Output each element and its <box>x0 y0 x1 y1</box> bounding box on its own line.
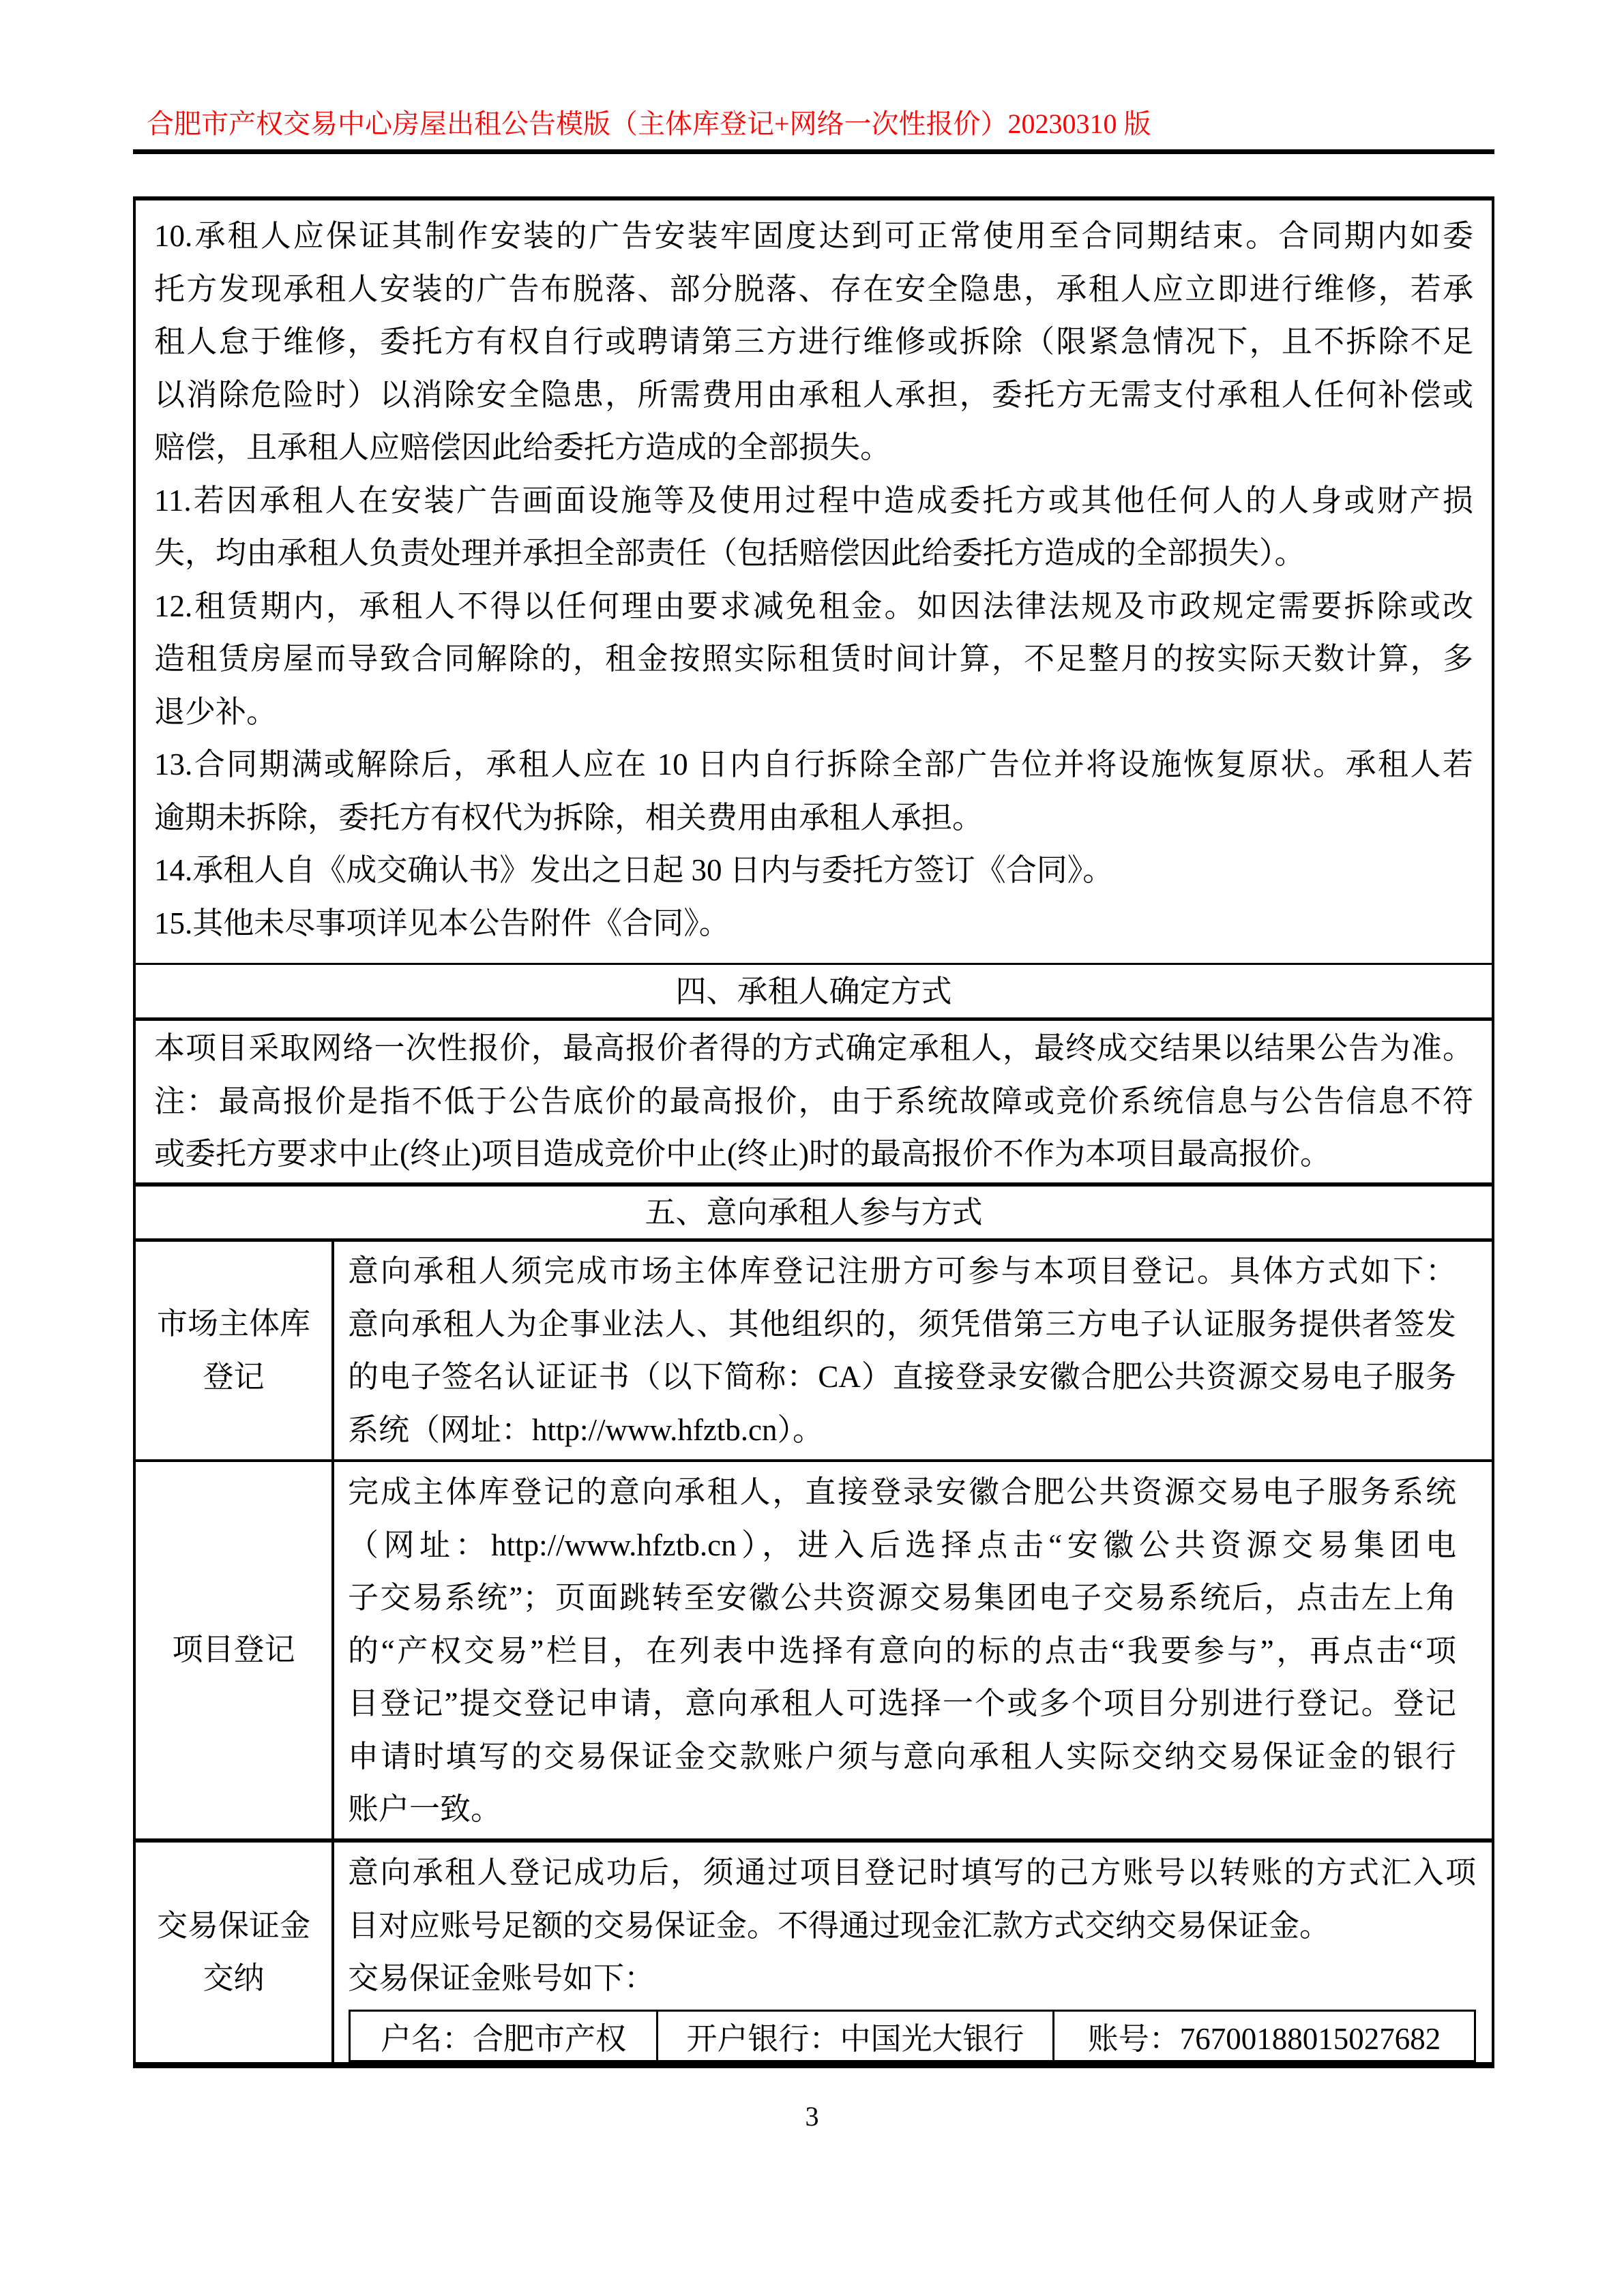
deposit-line: 意向承租人登记成功后，须通过项目登记时填写的己方账号以转账的方式汇入项 <box>348 1855 1476 1890</box>
project-line: （网址：http://www.hfztb.cn），进入后选择点击“安徽公共资源交易集团电 <box>348 1527 1456 1562</box>
section4-header: 四、承租人确定方式 <box>136 965 1492 1021</box>
project-line: 完成主体库登记的意向承租人，直接登录安徽合肥公共资源交易电子服务系统 <box>348 1475 1456 1509</box>
page-number: 3 <box>805 2101 819 2132</box>
section4-line: 或委托方要求中止(终止)项目造成竞价中止(终止)时的最高报价不作为本项目最高报价。 <box>154 1137 1331 1171</box>
project-registration-label <box>136 1462 334 1838</box>
deposit-row <box>136 1843 1492 2062</box>
announcement-table <box>133 196 1494 2068</box>
registry-content <box>334 1242 1492 1459</box>
registry-line: 意向承租人须完成市场主体库登记注册方可参与本项目登记。具体方式如下： <box>348 1254 1456 1288</box>
section5-header: 五、意向承租人参与方式 <box>136 1187 1492 1242</box>
project-registration-content <box>334 1462 1492 1838</box>
project-line: 账户一致。 <box>348 1792 502 1826</box>
deposit-label-line: 交纳 <box>203 1961 265 1995</box>
document-header-title: 合肥市产权交易中心房屋出租公告模版（主体库登记+网络一次性报价）20230310 版 <box>147 108 1151 139</box>
registry-row <box>136 1242 1492 1462</box>
terms-line: 14.承租人自《成交确认书》发出之日起 30 日内与委托方签订《合同》。 <box>154 853 1114 887</box>
terms-cell <box>136 200 1492 965</box>
terms-line: 13.合同期满或解除后，承租人应在 10 日内自行拆除全部广告位并将设施恢复原状。承租人若 <box>154 747 1473 781</box>
registry-label <box>136 1242 334 1459</box>
deposit-account-table <box>349 2010 1476 2062</box>
terms-line: 赔偿，且承租人应赔偿因此给委托方造成的全部损失。 <box>154 430 891 464</box>
section4-cell <box>136 1021 1492 1187</box>
registry-line: 系统（网址：http://www.hfztb.cn）。 <box>348 1412 824 1447</box>
deposit-label <box>136 1843 334 2062</box>
terms-line: 10.承租人应保证其制作安装的广告安装牢固度达到可正常使用至合同期结束。合同期内如委 <box>154 219 1473 253</box>
terms-line: 托方发现承租人安装的广告布脱落、部分脱落、存在安全隐患，承租人应立即进行维修，若承 <box>154 271 1473 306</box>
project-line: 的“产权交易”栏目，在列表中选择有意向的标的点击“我要参与”，再点击“项 <box>348 1633 1456 1668</box>
registry-label-line: 登记 <box>203 1359 265 1394</box>
section4-line: 本项目采取网络一次性报价，最高报价者得的方式确定承租人，最终成交结果以结果公告为准。 <box>154 1031 1473 1065</box>
deposit-content <box>334 1843 1511 2062</box>
project-line: 申请时填写的交易保证金交款账户须与意向承租人实际交纳交易保证金的银行 <box>348 1739 1456 1774</box>
section4-line: 注：最高报价是指不低于公告底价的最高报价，由于系统故障或竞价系统信息与公告信息不符 <box>154 1084 1473 1118</box>
terms-line: 11.若因承租人在安装广告画面设施等及使用过程中造成委托方或其他任何人的人身或财产损 <box>154 483 1473 518</box>
terms-line: 12.租赁期内，承租人不得以任何理由要求减免租金。如因法律法规及市政规定需要拆除或改 <box>154 588 1473 623</box>
terms-line: 15.其他未尽事项详见本公告附件《合同》。 <box>154 906 730 940</box>
registry-line: 的电子签名认证证书（以下简称：CA）直接登录安徽合肥公共资源交易电子服务 <box>348 1360 1456 1394</box>
project-line: 目登记”提交登记申请，意向承租人可选择一个或多个项目分别进行登记。登记 <box>348 1686 1456 1720</box>
project-registration-row <box>136 1462 1492 1843</box>
project-line: 子交易系统”；页面跳转至安徽公共资源交易集团电子交易系统后，点击左上角 <box>348 1581 1456 1615</box>
registry-label-line: 市场主体库 <box>156 1307 310 1341</box>
deposit-line: 交易保证金账号如下： <box>348 1961 655 1995</box>
deposit-line: 目对应账号足额的交易保证金。不得通过现金汇款方式交纳交易保证金。 <box>348 1908 1331 1943</box>
terms-line: 以消除危险时）以消除安全隐患，所需费用由承租人承担，委托方无需支付承租人任何补偿或 <box>154 377 1473 412</box>
bank-name-cell: 开户银行：中国光大银行 <box>658 2012 1054 2060</box>
terms-line: 逾期未拆除，委托方有权代为拆除，相关费用由承租人承担。 <box>154 800 984 835</box>
terms-line: 租人怠于维修，委托方有权自行或聘请第三方进行维修或拆除（限紧急情况下，且不拆除不足 <box>154 325 1473 359</box>
project-registration-label-line: 项目登记 <box>172 1632 295 1667</box>
terms-line: 失，均由承租人负责处理并承担全部责任（包括赔偿因此给委托方造成的全部损失）。 <box>154 536 1305 570</box>
account-number-cell: 账号：76700188015027682 <box>1087 2022 1441 2056</box>
deposit-label-line: 交易保证金 <box>156 1908 310 1943</box>
account-name-cell: 户名：合肥市产权 <box>351 2012 658 2060</box>
registry-line: 意向承租人为企事业法人、其他组织的，须凭借第三方电子认证服务提供者签发 <box>348 1307 1456 1341</box>
terms-line: 造租赁房屋而导致合同解除的，租金按照实际租赁时间计算，不足整月的按实际天数计算，多 <box>154 642 1473 676</box>
terms-line: 退少补。 <box>154 694 278 729</box>
header-rule <box>133 149 1494 154</box>
